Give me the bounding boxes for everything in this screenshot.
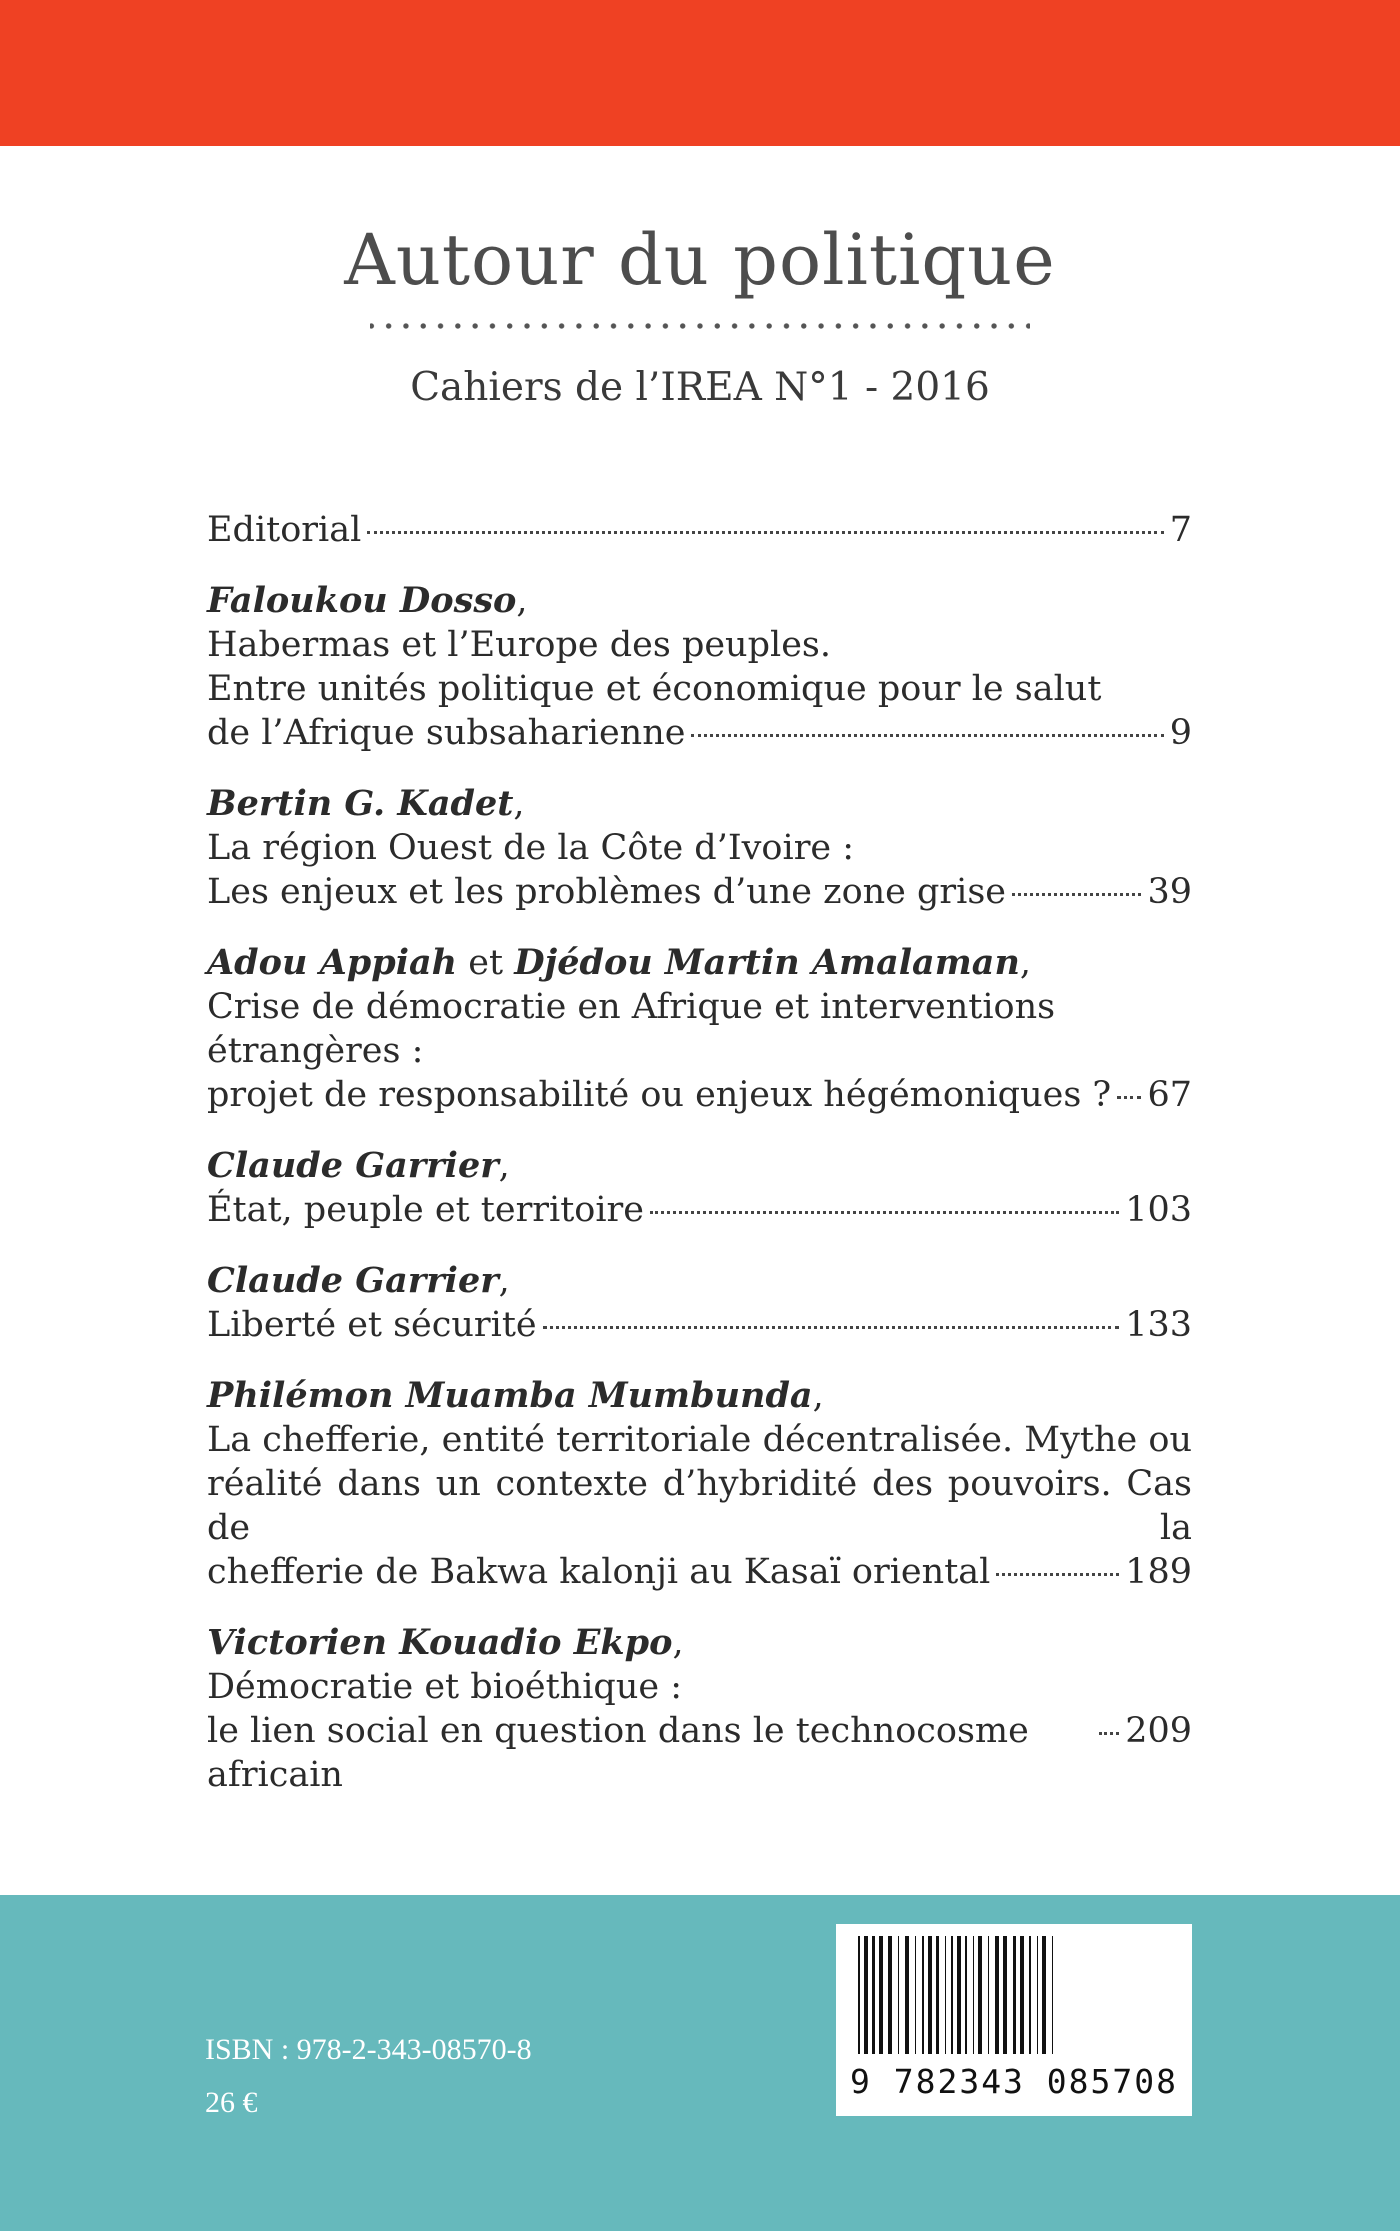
barcode-bar (936, 1936, 939, 2054)
toc-title-line: de l’Afrique subsaharienne (207, 713, 686, 753)
toc-entry: Adou Appiah et Djédou Martin Amalaman, Crise de démocratie en Afrique et interventions étrangères : projet de responsabilité ou enjeux hégémoniques ? 67 (207, 942, 1192, 1115)
toc-page-number: 39 (1147, 872, 1192, 912)
toc-title-line: le lien social en question dans le technocosme africain (207, 1711, 1029, 1795)
barcode-digits: 9 782343 085708 (849, 2062, 1178, 2101)
toc-leader (367, 531, 1163, 534)
price-text: 26 € (205, 2086, 258, 2119)
toc-title-line: Liberté et sécurité (207, 1305, 537, 1345)
book-title: Autour du politique (344, 219, 1056, 301)
toc-leader (650, 1211, 1119, 1214)
toc-leader (996, 1573, 1119, 1576)
barcode-bar (879, 1936, 883, 2054)
barcode-bar (1042, 1936, 1046, 2054)
toc-title-line: Démocratie et bioéthique : (207, 1667, 682, 1707)
table-of-contents (207, 508, 1192, 1824)
barcode-bar (905, 1936, 909, 2054)
barcode-bar (915, 1936, 916, 2054)
barcode-bar (858, 1936, 860, 2054)
toc-page-number: 133 (1125, 1305, 1192, 1345)
toc-leader (1012, 893, 1141, 896)
toc-title-line: chefferie de Bakwa kalonji au Kasaï oriental (207, 1552, 991, 1592)
barcode-bar (951, 1936, 953, 2054)
barcode-bar (978, 1936, 982, 2054)
barcode-bars (836, 1924, 1192, 2064)
toc-page-number: 9 (1169, 713, 1192, 753)
toc-title: Editorial (207, 510, 362, 550)
barcode-bar (1037, 1936, 1038, 2054)
toc-leader (1099, 1732, 1119, 1735)
toc-entry: Claude Garrier, Liberté et sécurité 133 (207, 1260, 1192, 1345)
barcode-bar (898, 1936, 899, 2054)
toc-entry: Philémon Muamba Mumbunda, La chefferie, entité territoriale décentralisée. Mythe ou réalité dans un contexte d’hybridité des pouvoirs. Cas de la chefferie de Bakwa kalonji au Kasaï oriental 189 (207, 1375, 1192, 1592)
title-block (0, 219, 1400, 410)
toc-leader (543, 1326, 1120, 1329)
toc-page-number: 189 (1125, 1552, 1192, 1592)
barcode-bar (888, 1936, 892, 2054)
toc-author: Bertin G. Kadet (207, 783, 514, 824)
barcode (836, 1924, 1192, 2116)
toc-author: Victorien Kouadio Ekpo (207, 1622, 673, 1663)
toc-title-line: réalité dans un contexte d’hybridité des pouvoirs. Cas de la (207, 1464, 1192, 1548)
toc-author: Claude Garrier (207, 1145, 499, 1186)
toc-title-line: Entre unités politique et économique pour le salut (207, 669, 1102, 709)
barcode-bar (965, 1936, 967, 2054)
toc-author: Djédou Martin Amalaman (514, 942, 1020, 983)
toc-author: Philémon Muamba Mumbunda (207, 1375, 813, 1416)
toc-page-number: 67 (1147, 1075, 1192, 1115)
toc-title-line: Habermas et l’Europe des peuples. (207, 625, 832, 665)
toc-title-line: Crise de démocratie en Afrique et interventions étrangères : (207, 987, 1056, 1071)
barcode-bar (1052, 1936, 1053, 2054)
barcode-bar (872, 1936, 875, 2054)
title-dotted-rule (370, 323, 1030, 329)
toc-entry: Claude Garrier, État, peuple et territoire 103 (207, 1145, 1192, 1230)
barcode-bar (928, 1936, 932, 2054)
toc-page-number: 103 (1125, 1190, 1192, 1230)
barcode-bar (922, 1936, 924, 2054)
book-subtitle: Cahiers de l’IREA N°1 - 2016 (410, 365, 990, 410)
toc-entry: Faloukou Dosso, Habermas et l’Europe des peuples. Entre unités politique et économique pour le salut de l’Afrique subsaharienne 9 (207, 580, 1192, 753)
barcode-bar (973, 1936, 974, 2054)
toc-author: Adou Appiah (207, 942, 458, 983)
toc-entry-editorial (207, 508, 1192, 552)
toc-leader (691, 734, 1163, 737)
toc-title-line: projet de responsabilité ou enjeux hégémoniques ? (207, 1075, 1112, 1115)
toc-page-number: 209 (1125, 1711, 1192, 1751)
barcode-bar (1020, 1936, 1024, 2054)
barcode-bar (864, 1936, 868, 2054)
toc-leader (1117, 1096, 1141, 1099)
toc-title-line: La chefferie, entité territoriale décentralisée. Mythe ou (207, 1420, 1192, 1460)
barcode-bar (1013, 1936, 1016, 2054)
toc-entry: Bertin G. Kadet, La région Ouest de la Côte d’Ivoire : Les enjeux et les problèmes d’une zone grise 39 (207, 783, 1192, 912)
top-color-band (0, 0, 1400, 146)
isbn-text: ISBN : 978-2-343-08570-8 (205, 2033, 532, 2066)
toc-author-connector: et (468, 943, 504, 983)
barcode-bar (995, 1936, 999, 2054)
toc-author: Claude Garrier (207, 1260, 499, 1301)
toc-author: Faloukou Dosso (207, 580, 517, 621)
barcode-bar (1003, 1936, 1007, 2054)
barcode-bar (945, 1936, 946, 2054)
toc-title-line: Les enjeux et les problèmes d’une zone grise (207, 872, 1007, 912)
toc-page-number: 7 (1169, 510, 1192, 550)
barcode-bar (988, 1936, 989, 2054)
toc-title-line: État, peuple et territoire (207, 1190, 645, 1230)
barcode-bar (957, 1936, 961, 2054)
toc-entry: Victorien Kouadio Ekpo, Démocratie et bioéthique : le lien social en question dans le technocosme africain 209 (207, 1622, 1192, 1795)
toc-title-line: La région Ouest de la Côte d’Ivoire : (207, 828, 855, 868)
barcode-bar (1029, 1936, 1031, 2054)
